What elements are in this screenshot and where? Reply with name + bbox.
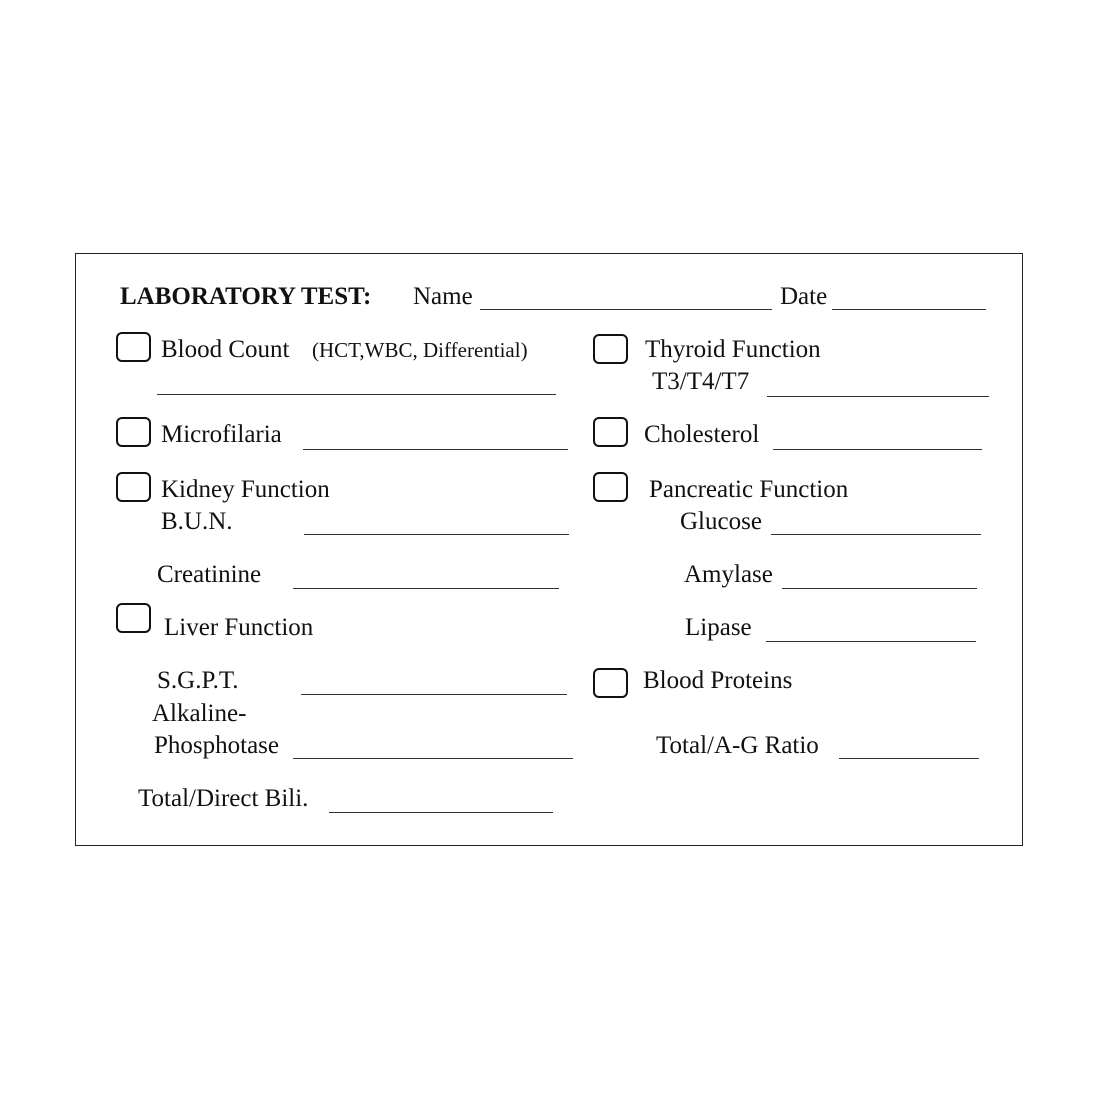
creatinine-underline [293, 588, 559, 589]
glucose-field[interactable] [771, 508, 981, 534]
microfilaria-field[interactable] [303, 423, 568, 449]
bun-underline [304, 534, 569, 535]
kidney-checkbox[interactable] [116, 472, 151, 502]
lipase-underline [766, 641, 976, 642]
thyroid-field[interactable] [767, 370, 989, 396]
ag-ratio-underline [839, 758, 979, 759]
creatinine-label: Creatinine [157, 561, 262, 588]
phosphotase-label: Phosphotase [154, 732, 279, 759]
lipase-label: Lipase [685, 614, 752, 641]
liver-label: Liver Function [164, 614, 314, 641]
cholesterol-label: Cholesterol [644, 421, 760, 448]
ag-ratio-label: Total/A-G Ratio [656, 732, 819, 759]
amylase-underline [782, 588, 977, 589]
date-field[interactable] [832, 284, 986, 310]
microfilaria-underline [303, 449, 568, 450]
bili-label: Total/Direct Bili. [138, 785, 309, 812]
sgpt-label: S.G.P.T. [157, 667, 239, 694]
cholesterol-field[interactable] [773, 423, 982, 449]
glucose-label: Glucose [680, 508, 762, 535]
thyroid-label: Thyroid Function [645, 336, 821, 363]
glucose-underline [771, 534, 981, 535]
microfilaria-label: Microfilaria [161, 421, 282, 448]
cholesterol-checkbox[interactable] [593, 417, 628, 447]
phosphotase-underline [293, 758, 573, 759]
blood-count-field[interactable] [157, 368, 556, 394]
thyroid-underline [767, 396, 989, 397]
cholesterol-underline [773, 449, 982, 450]
bili-field[interactable] [329, 786, 553, 812]
blood-proteins-checkbox[interactable] [593, 668, 628, 698]
blood-count-detail: (HCT,WBC, Differential) [312, 338, 528, 362]
microfilaria-checkbox[interactable] [116, 417, 151, 447]
ag-ratio-field[interactable] [839, 732, 979, 758]
blood-count-checkbox[interactable] [116, 332, 151, 362]
thyroid-checkbox[interactable] [593, 334, 628, 364]
alkaline-label: Alkaline- [152, 700, 247, 727]
form-title: LABORATORY TEST: [120, 283, 372, 310]
name-field[interactable] [480, 284, 772, 310]
blood-count-underline [157, 394, 556, 395]
bun-label: B.U.N. [161, 508, 233, 535]
thyroid-sub-label: T3/T4/T7 [652, 368, 750, 395]
creatinine-field[interactable] [293, 562, 559, 588]
amylase-field[interactable] [782, 562, 977, 588]
blood-count-label: Blood Count [161, 336, 290, 363]
bun-field[interactable] [304, 508, 569, 534]
name-label: Name [413, 283, 473, 310]
phosphotase-field[interactable] [293, 732, 573, 758]
sgpt-field[interactable] [301, 668, 567, 694]
pancreatic-checkbox[interactable] [593, 472, 628, 502]
blood-proteins-label: Blood Proteins [643, 667, 793, 694]
lipase-field[interactable] [766, 615, 976, 641]
date-label: Date [780, 283, 828, 310]
pancreatic-label: Pancreatic Function [649, 476, 849, 503]
sgpt-underline [301, 694, 567, 695]
kidney-label: Kidney Function [161, 476, 330, 503]
amylase-label: Amylase [684, 561, 773, 588]
bili-underline [329, 812, 553, 813]
liver-checkbox[interactable] [116, 603, 151, 633]
